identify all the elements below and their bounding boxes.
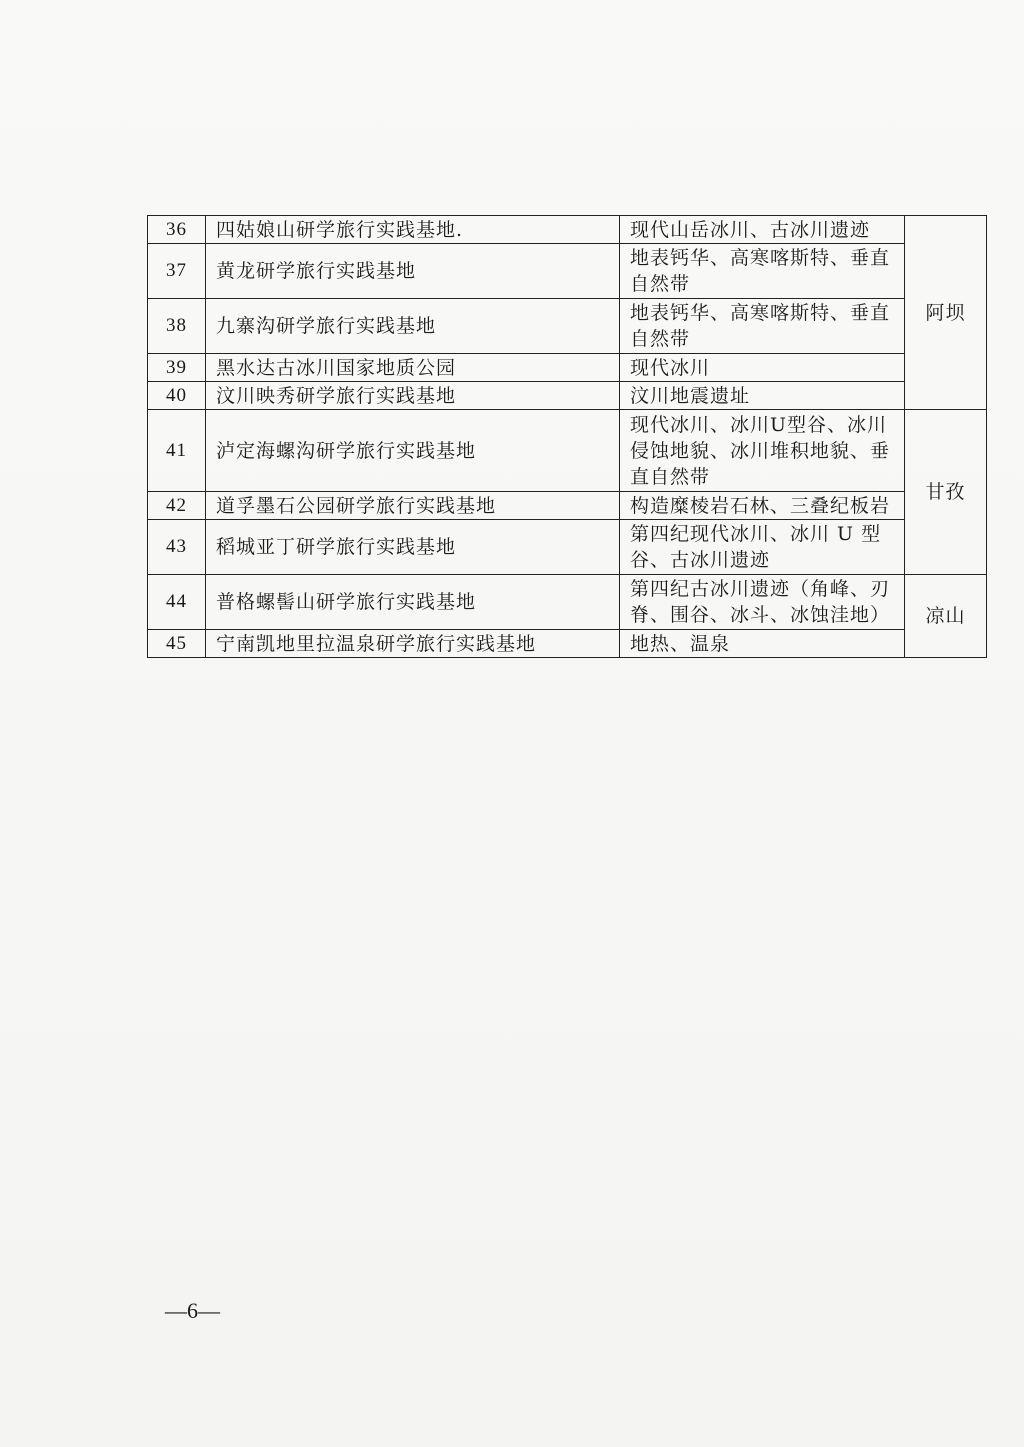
row-number: 42 <box>148 492 206 520</box>
site-name: 普格螺髻山研学旅行实践基地 <box>206 575 620 630</box>
site-name: 四姑娘山研学旅行实践基地. <box>206 216 620 244</box>
region-aba: 阿坝 <box>905 216 987 410</box>
row-number: 44 <box>148 575 206 630</box>
table-row <box>148 382 987 410</box>
site-feature: 构造糜棱岩石林、三叠纪板岩 <box>620 492 905 520</box>
site-feature: 地热、温泉 <box>620 630 905 658</box>
site-name: 黑水达古冰川国家地质公园 <box>206 354 620 382</box>
row-number: 37 <box>148 244 206 299</box>
site-feature: 地表钙华、高寒喀斯特、垂直自然带 <box>620 244 905 299</box>
table-row <box>148 575 987 630</box>
site-name: 道孚墨石公园研学旅行实践基地 <box>206 492 620 520</box>
table-row <box>148 354 987 382</box>
page-number: —6— <box>165 1298 220 1323</box>
row-number: 40 <box>148 382 206 410</box>
row-number: 41 <box>148 410 206 492</box>
table-row <box>148 492 987 520</box>
table-row <box>148 410 987 492</box>
site-feature: 现代冰川 <box>620 354 905 382</box>
row-number: 45 <box>148 630 206 658</box>
site-feature: 地表钙华、高寒喀斯特、垂直自然带 <box>620 299 905 354</box>
study-travel-sites-table <box>147 215 987 658</box>
table-row <box>148 299 987 354</box>
site-name: 汶川映秀研学旅行实践基地 <box>206 382 620 410</box>
site-feature: 汶川地震遗址 <box>620 382 905 410</box>
site-feature: 第四纪古冰川遗迹（角峰、刃脊、围谷、冰斗、冰蚀洼地） <box>620 575 905 630</box>
site-name: 泸定海螺沟研学旅行实践基地 <box>206 410 620 492</box>
table-row <box>148 244 987 299</box>
row-number: 43 <box>148 520 206 575</box>
row-number: 38 <box>148 299 206 354</box>
row-number: 39 <box>148 354 206 382</box>
site-feature: 现代冰川、冰川U型谷、冰川侵蚀地貌、冰川堆积地貌、垂直自然带 <box>620 410 905 492</box>
table-row <box>148 630 987 658</box>
site-name: 稻城亚丁研学旅行实践基地 <box>206 520 620 575</box>
site-feature: 现代山岳冰川、古冰川遗迹 <box>620 216 905 244</box>
site-name: 九寨沟研学旅行实践基地 <box>206 299 620 354</box>
row-number: 36 <box>148 216 206 244</box>
region-liangshan: 凉山 <box>905 575 987 658</box>
table-row <box>148 520 987 575</box>
region-ganzi: 甘孜 <box>905 410 987 575</box>
table-row <box>148 216 987 244</box>
site-name: 宁南凯地里拉温泉研学旅行实践基地 <box>206 630 620 658</box>
site-feature: 第四纪现代冰川、冰川 U 型谷、古冰川遗迹 <box>620 520 905 575</box>
site-name: 黄龙研学旅行实践基地 <box>206 244 620 299</box>
